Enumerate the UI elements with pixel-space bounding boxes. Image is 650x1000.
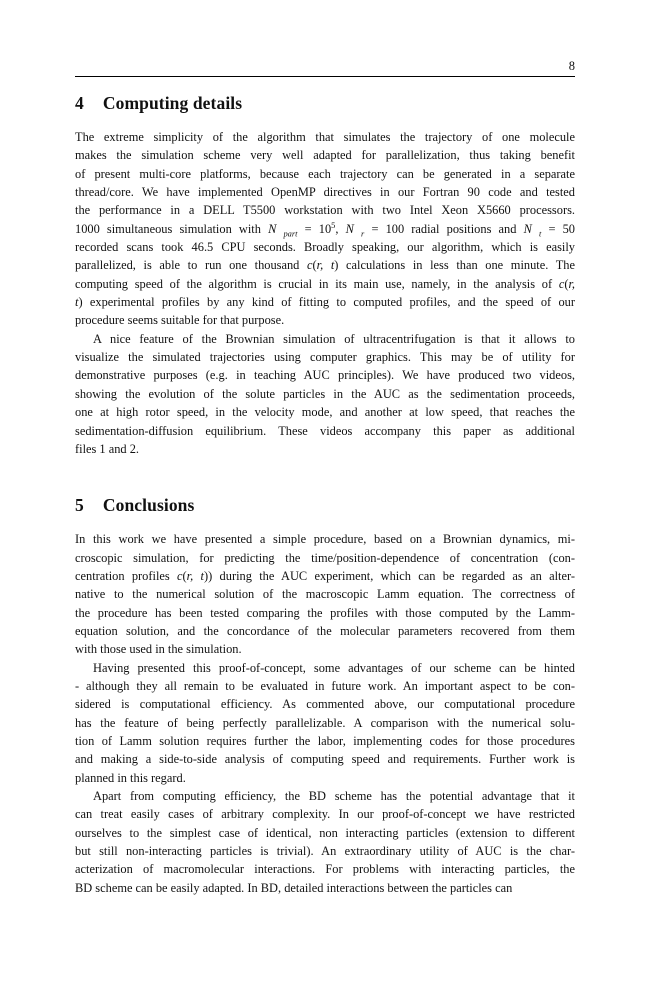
text-line: can treat easily cases of arbitrary complexity. In our proof-of-concept we have restricted <box>75 807 575 822</box>
text-line: The extreme simplicity of the algorithm that simulates the trajectory of one molecule <box>75 130 575 144</box>
text-line: has the feature of being perfectly parallelizable. A comparison with the numerical solu- <box>75 715 575 730</box>
text-line: visualize the simulated trajectories using computer graphics. This may be of utility for <box>75 350 575 365</box>
document-body <box>75 92 575 897</box>
text-line: with those used in the simulation. <box>75 642 242 657</box>
text-line: thread/core. We have implemented OpenMP directives in our Fortran 90 code and tested <box>75 185 575 200</box>
page-header <box>75 0 575 77</box>
text-line: 1000 simultaneous simulation with N $_{part} = 10^5$, N $_r$ = 100 radial positions and N $_t$ = 50 <box>75 219 575 239</box>
paragraph <box>75 787 575 897</box>
text-line: computing speed of the algorithm is crucial in its main use, namely, in the analysis of c(r, <box>75 276 575 291</box>
text-line: of present multi-core platforms, because each trajectory can be generated in a separate <box>75 166 575 181</box>
paragraph <box>75 330 575 458</box>
text-line: acterization of macromolecular interactions. For problems with interacting particles, the <box>75 862 575 877</box>
header-rule <box>75 76 575 77</box>
text-line: sedimentation-diffusion equilibrium. These videos accompany this paper as additional <box>75 423 575 438</box>
text-line: sidered is computational efficiency. As commented above, our computational procedure <box>75 697 575 712</box>
section <box>75 92 575 458</box>
text-line: files 1 and 2. <box>75 441 140 456</box>
text-line: centration profiles c(r, t)) during the AUC experiment, which can be regarded as an alter- <box>75 568 575 583</box>
text-line: - although they all remain to be evaluated in future work. An important aspect to be con- <box>75 678 575 693</box>
section-number: 5 <box>75 495 84 516</box>
text-line: makes the simulation scheme very well adapted for parallelization, thus taking benefit <box>75 148 575 163</box>
section-paragraphs <box>75 128 575 458</box>
text-line: one at high rotor speed, in the velocity mode, and another at low speed, that reaches the <box>75 405 575 420</box>
text-line: BD scheme can be easily adapted. In BD, detailed interactions between the particles can <box>75 880 513 895</box>
text-line: t) experimental profiles by any kind of fitting to computed profiles, and the speed of our <box>75 295 575 310</box>
section-title: Computing details <box>102 93 243 113</box>
text-line: equation solution, and the concordance of the molecular parameters recovered from them <box>75 623 575 638</box>
section-title: Conclusions <box>102 495 195 516</box>
section-heading <box>75 92 575 114</box>
text-line: native to the numerical solution of the macroscopic Lamm equation. The correctness of <box>75 587 575 602</box>
section-paragraphs <box>75 530 575 897</box>
text-line: In this work we have presented a simple procedure, based on a Brownian dynamics, mi- <box>75 532 575 547</box>
text-line: and making a side-to-side analysis of computing speed and requirements. Further work is <box>75 752 575 767</box>
text-line: showing the evolution of the solute particles in the AUC as the sedimentation proceeds, <box>75 386 575 401</box>
paragraph <box>75 128 575 330</box>
text-line: Having presented this proof-of-concept, some advantages of our scheme can be hinted <box>93 660 575 675</box>
text-line: planned in this regard. <box>75 770 186 785</box>
text-line: Apart from computing efficiency, the BD scheme has the potential advantage that it <box>93 789 575 803</box>
section-number: 4 <box>75 93 84 113</box>
page-number: 8 <box>568 59 575 73</box>
paragraph <box>75 659 575 787</box>
text-line: recorded scans took 46.5 CPU seconds. Broadly speaking, our algorithm, which is easily <box>75 240 575 255</box>
page-content <box>75 0 575 897</box>
text-line: the performance in a DELL T5500 workstation with two Intel Xeon X5660 processors. <box>75 203 575 218</box>
section-heading <box>75 494 575 516</box>
text-line: A nice feature of the Brownian simulation of ultracentrifugation is that it allows to <box>93 331 575 346</box>
section <box>75 494 575 897</box>
text-line: but still non-interacting particles is trivial). An extraordinary utility of AUC is the char- <box>75 844 575 859</box>
text-line: ourselves to the simplest case of identical, non interacting particles (extension to different <box>75 825 575 840</box>
text-line: the procedure has been tested comparing the profiles with those computed by the Lamm- <box>75 605 575 620</box>
paragraph <box>75 530 575 658</box>
text-line: parallelized, is able to run one thousand c(r, t) calculations in less than one minute. The <box>75 258 575 273</box>
text-line: tion of Lamm solution requires further the labor, implementing codes for those procedures <box>75 733 575 748</box>
text-line: procedure seems suitable for that purpose. <box>75 313 285 328</box>
text-line: demonstrative purposes (e.g. in teaching AUC principles). We have produced two videos, <box>75 368 575 383</box>
text-line: croscopic simulation, for predicting the time/position-dependence of concentration (con- <box>75 550 575 565</box>
